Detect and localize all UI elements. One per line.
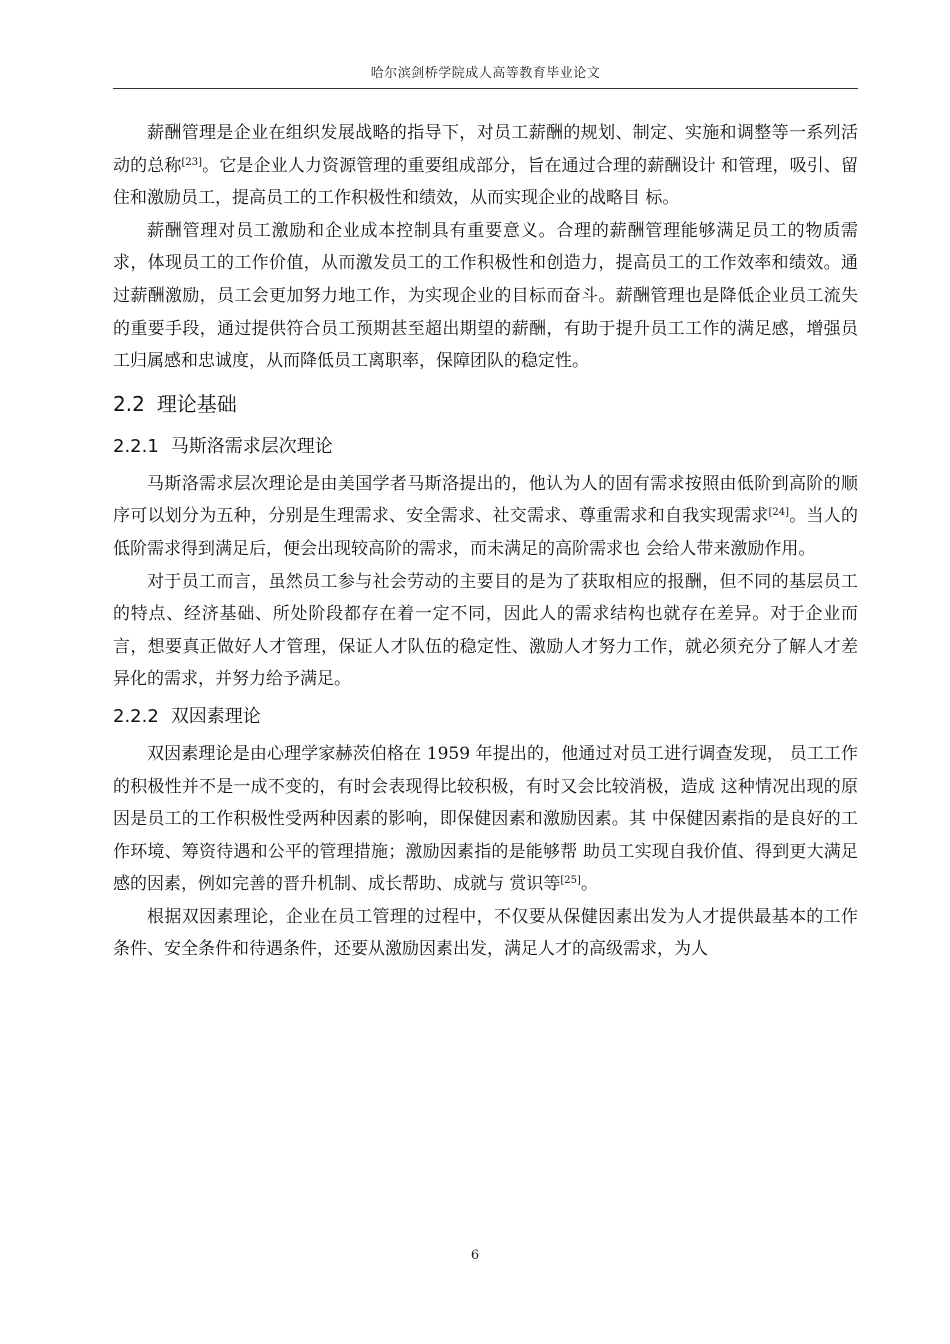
paragraph-text: 。 (580, 874, 598, 895)
subsection-number: 2.2.2 (113, 705, 159, 727)
section-number: 2.2 (113, 391, 145, 416)
running-header: 哈尔滨剑桥学院成人高等教育毕业论文 (370, 66, 601, 81)
document-body (113, 117, 858, 966)
paragraph-two-factor-theory (113, 738, 858, 901)
paragraph-salary-management-definition (113, 117, 858, 215)
page-number: 6 (470, 1248, 480, 1263)
subsection-title: 双因素理论 (170, 705, 261, 727)
paragraph-salary-management-importance: 薪酬管理对员工激励和企业成本控制具有重要意义。合理的薪酬管理能够满足员工的物质需求，体现员工的工作价值，从而激发员工的工作积极性和创造力，提高员工的工作效率和绩效。通过薪酬激励，员工会更加努力地工作，为实现企业的目标而奋斗。薪酬管理也是降低企业员工流失的重要手段，通过提供符合员工预期甚至超出期望的薪酬，有助于提升员工工作的满足感，增强员工归属感和忠诚度，从而降低员工离职率，保障团队的稳定性。 (113, 220, 858, 372)
citation: [23] (181, 156, 203, 168)
paragraph-text: 。当人的低阶需求得到满足后，便会出现较高阶的需求，而未满足的高阶需求也 会给人带来激励作用。 (113, 506, 859, 559)
paragraph-text: 马斯洛需求层次理论是由美国学者马斯洛提出的，他认为人的固有需求按照由低阶到高阶的顺序可以划分为五种，分别是生理需求、安全需求、社交需求、尊重需求和自我实现需求 (113, 473, 858, 527)
subsection-number: 2.2.1 (113, 435, 159, 457)
paragraph-two-factor-application: 根据双因素理论，企业在员工管理的过程中，不仅要从保健因素出发为人才提供最基本的工作条件、安全条件和待遇条件，还要从激励因素出发，满足人才的高级需求，为人 (113, 906, 858, 960)
paragraph-text: 双因素理论是由心理学家赫茨伯格在 1959 年提出的，他通过对员工进行调查发现， 员工工作的积极性并不是一成不变的，有时会表现得比较积极，有时又会比较消极，造成 这种情况出现的原因是员工的工作积极性受两种因素的影响，即保健因素和激励因素。其 中保健因素指的是良好的工作环境、筹资待遇和公平的管理措施；激励因素指的是能够帮 助员工实现自我价值、得到更大满足感的因素，例如完善的晋升机制、成长帮助、成就与 赏识等 (113, 743, 858, 895)
citation: [24] (768, 507, 790, 519)
paragraph-text: 。它是企业人力资源管理的重要组成部分，旨在通过合理的薪酬设计 和管理，吸引、留住和激励员工，提高员工的工作积极性和绩效，从而实现企业的战略目 标。 (113, 155, 859, 209)
section-title: 理论基础 (156, 391, 237, 416)
paragraph-maslow-theory (113, 468, 858, 566)
subsection-title: 马斯洛需求层次理论 (170, 435, 333, 457)
paragraph-text: 薪酬管理是企业在组织发展战略的指导下，对员工薪酬的规划、制定、实施和调整等一系列活动的总称 (113, 123, 858, 176)
header-rule (113, 88, 858, 89)
section-heading (113, 382, 858, 426)
paragraph-maslow-application: 对于员工而言，虽然员工参与社会劳动的主要目的是为了获取相应的报酬，但不同的基层员工的特点、经济基础、所处阶段都存在着一定不同，因此人的需求结构也就存在差异。对于企业而言，想要真正做好人才管理，保证人才队伍的稳定性、激励人才努力工作，就必须充分了解人才差异化的需求，并努力给予满足。 (113, 571, 858, 690)
subsection-heading (113, 696, 858, 738)
citation: [25] (560, 875, 581, 887)
subsection-heading (113, 426, 858, 468)
